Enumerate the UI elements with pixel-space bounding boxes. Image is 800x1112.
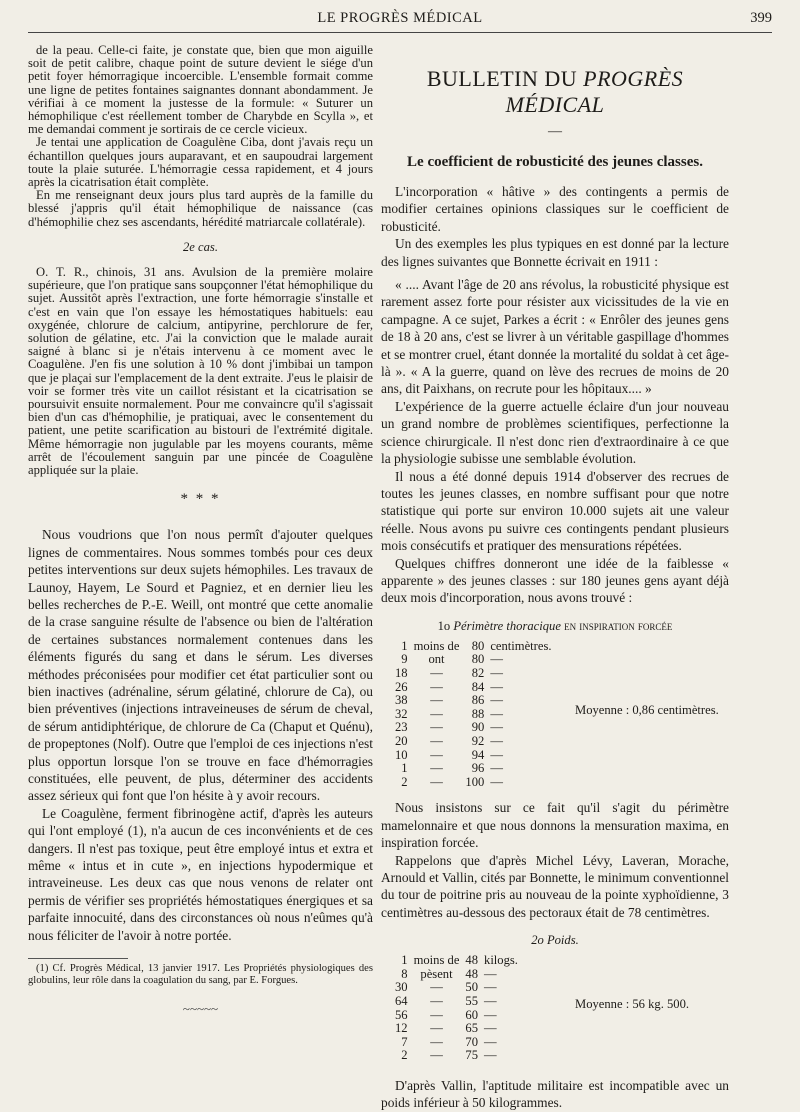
table-cell: 84 [471,679,485,694]
table-cell: — [490,693,503,708]
table-label-rest: en inspiration forcée [560,618,673,633]
table-cell: — [430,774,443,789]
table-cell: 86 [471,693,485,708]
table-cell: — [484,980,497,995]
journal-title: LE PROGRÈS MÉDICAL [317,10,483,26]
table-row [395,995,524,1009]
table-cell: moins de [413,638,460,653]
paragraph: Quelques chiffres donneront une idée de la faiblesse « apparente » des jeunes classes : sur 180 jeunes gens ayant déjà deux mois d'incorporation, nous avons trouvé : [381,555,729,606]
table-cell: moins de [413,953,460,968]
table-cell: 30 [395,980,408,995]
section-separator: * * * [180,491,221,508]
table-cell: 90 [471,720,485,735]
footnote-rule [28,958,128,959]
table-cell: 64 [395,993,408,1008]
table-cell: 80 [471,652,485,667]
table-cell: — [430,706,443,721]
table-cell: 75 [465,1048,479,1063]
running-header [28,8,772,33]
table-cell: 7 [401,1034,408,1049]
table-label: Périmètre thoracique [453,618,561,633]
table-row [395,954,524,968]
table-cell: 9 [401,652,408,667]
table-cell: 1 [401,761,408,776]
paragraph: Nous insistons sur ce fait qu'il s'agit du périmètre mamelonnaire et que nous donnons la mensuration maxima, en inspiration forcée. [381,800,729,851]
table-cell: — [490,747,503,762]
paragraph: Nous voudrions que l'on nous permît d'ajouter quelques lignes de commentaires. Nous sommes tombés pour ces deux petites interventions sur deux sujets hémophiles. Les travaux de Launoy, Hayem, Le Sourd et Pagniez, et en dernier lieu les belles recherches de P.-E. Weill, ont montré que cette anomalie de la crase sanguine résulte de l'absence ou bien de l'altération de certaines substances normalement contenues dans les éléments figurés du sang et dans le sérum. Les diverses méthodes préconisées pour modifier cet état particulier sont ou bien inactives (adrénaline, sérum gélatiné, chlorure de Ca), ou bien préventives (injections intraveineuses de sérum de cheval, de sérum antidiphtérique, de chlorure de Ca (Chaput et Quénu), de propeptones (Nolf). Outre que l'emploi de ces injections n'est plus opportun lorsque l'on se trouve en face d'hémorragies constituées, elle peuvent, de plus, déterminer des accidents assez sérieux qui font que l'on hésite à y avoir recours. [28,527,373,804]
chest-measure-table [395,640,729,790]
table-row [395,640,558,654]
table-cell: kilogs. [484,953,518,968]
case-one-conclusion [28,44,373,477]
table-cell: — [484,966,497,981]
table-row [395,708,558,722]
table-cell: 12 [395,1021,408,1036]
article-title: Le coefficient de robusticité des jeunes classes. [407,154,703,170]
page-number: 399 [750,10,772,26]
table-cell: 94 [471,747,485,762]
table-cell: 20 [395,733,408,748]
table-cell: — [430,993,443,1008]
table-cell: — [490,706,503,721]
end-ornament: ~~~~~ [182,1001,219,1017]
table-cell: — [490,720,503,735]
table-cell: — [430,720,443,735]
table-cell: 96 [471,761,485,776]
paragraph: Il nous a été donné depuis 1914 d'observer des recrues de toutes les jeunes classes, en nombre suffisant pour que notre statistique qui porte sur environ 10.000 sujets ait une valeur réelle. Nous avons pu suivre ces contingents pendant plusieurs mois consécutifs et pratiquer des mensurations répétées. [381,468,729,554]
table-cell: 38 [395,693,408,708]
table-cell: 88 [471,706,485,721]
bulletin-heading [381,66,729,118]
table-cell: 82 [471,665,485,680]
table-cell: 50 [465,980,479,995]
table-cell: 8 [401,966,408,981]
table-cell: — [430,665,443,680]
table-cell: 48 [465,953,479,968]
table-title: 2o Poids. [531,933,579,948]
table-row [395,1036,524,1050]
table-cell: — [430,747,443,762]
paragraph: D'après Vallin, l'aptitude militaire est incompatible avec un poids inférieur à 50 kilogrammes. [381,1077,729,1111]
table-row [395,653,558,667]
table-row [395,694,558,708]
commentary [28,526,373,944]
right-column [381,44,729,1112]
table-row [395,667,558,681]
table-row [395,776,558,790]
table-cell: 70 [465,1034,479,1049]
article-body-continued [381,799,729,921]
paragraph: O. T. R., chinois, 31 ans. Avulsion de la première molaire supérieure, que l'on pratique sans soupçonner l'état hémophilique du sujet. Aussitôt après l'extraction, une forte hémorragie s'installe et c'est en vain que l'on essaye les hémostatiques habituels: eau oxygénée, chlorure de calcium, antipyrine, perchlorure de fer, solution de gélatine, etc. J'ai la conviction que le malade aurait saigné à blanc si je n'étais intervenu à ce moment avec le Coagulène. J'en fis une solution à 10 % dont j'imbibai un tampon que je plaçai sur l'emplacement de la dent extraite. J'eus le plaisir de voir se former très vite un caillot résistant et la cicatrisation se poursuivit ensuite normalement. Pour me convaincre qu'il s'agissait bien d'un cas d'hémophilie, je pratiquai, avec le consentement du patient, une petite scarification au bistouri de l'extrémité digitale. Même hémorragie non jugulable par les moyens courants, même arrêt de l'écoulement sanguin par une pincée de Coagulène appliquée sur la plaie. [28,265,373,478]
table-cell: 23 [395,720,408,735]
table-row [395,681,558,695]
table-number: 1o [437,618,454,633]
table-row [395,721,558,735]
table-cell: — [484,1007,497,1022]
heading-dash: — [548,124,562,139]
table-cell: — [490,761,503,776]
bulletin-title: PROGRÈS MÉDICAL [505,66,684,117]
table-cell: — [490,679,503,694]
table-cell: — [484,1048,497,1063]
closing-paragraph-block [381,1077,729,1112]
table-cell: — [430,980,443,995]
paragraph: Le Coagulène, ferment fibrinogène actif, d'après les auteurs qui l'ont employé (1), n'a aucun de ces inconvénients et de ces dangers. Il n'est pas toxique, peut être employé intus et extra et même « intus et in cute », en injections hypodermique et intraveineuse. Les deux cas que nous venons de relater ont permis de vérifier ses propriétés hémostatiques énergiques et sa parfaite innocuité, dans des circonstances où nous n'eûmes qu'à nous féliciter de l'avoir à notre portée. [28,805,373,943]
table-cell: — [490,652,503,667]
table-cell: — [430,733,443,748]
left-column [28,44,373,1017]
table-row [395,981,524,995]
table-cell: — [430,1034,443,1049]
table-cell: 100 [465,774,485,789]
table-cell: 80 [471,638,485,653]
table-cell: 1 [401,953,408,968]
table-cell: 1 [401,638,408,653]
table-cell: 48 [465,966,479,981]
table-row [395,1022,524,1036]
paragraph: Rappelons que d'après Michel Lévy, Laveran, Morache, Arnould et Vallin, cités par Bonnette, le minimum conventionnel du tour de poitrine pris au nouveau de la pointe xyphoïdienne, 3 centimètres au-dessous des pectoraux était de 78 centimètres. [381,852,729,920]
table-title [381,619,729,634]
table-cell: 10 [395,747,408,762]
table-cell: 60 [465,1007,479,1022]
paragraph: L'expérience de la guerre actuelle éclaire d'un jour nouveau un grand nombre de problèmes scientifiques, perfectionne la science chirurgicale. Il n'est donc rien d'extraordinaire à ce que la physiologie subisse une semblable évolution. [381,398,729,467]
mean-value: Moyenne : 0,86 centimètres. [575,702,719,717]
table-cell: ont [428,652,445,667]
table-row [395,968,524,982]
paragraph: « .... Avant l'âge de 20 ans révolus, la robusticité physique est rarement assez forte pour résister aux vicissitudes de la vie en campagne. A ce sujet, Parkes a écrit : « Enrôler des jeunes gens de 18 à 20 ans, c'est se livrer à un véritable gaspillage d'hommes et se montrer cruel, étant donnée la mortalité du soldat à cet âge-là ». « A la guerre, quand on lève des recrues de moins de 20 ans, dit Paixhans, on recrute pour les hôpitaux.... » [381,277,729,397]
weight-table [395,954,729,1063]
paragraph: L'incorporation « hâtive » des contingents a permis de modifier certaines opinions classiques sur le coefficient de robusticité. [381,184,729,234]
mean-value: Moyenne : 56 kg. 500. [575,997,690,1012]
table-cell: 65 [465,1021,479,1036]
paragraph: En me renseignant deux jours plus tard auprès de la famille du blessé j'appris qu'il était hémophilique de naissance (cas d'hémophilie chez ses ascendants, hérédité matriarcale collatérale). [28,188,373,229]
table-cell: — [430,761,443,776]
table-cell: 92 [471,733,485,748]
table-cell: — [430,693,443,708]
table-cell: pèsent [420,966,453,981]
paragraph: de la peau. Celle-ci faite, je constate que, bien que mon aiguille soit de petit calibre, chaque point de suture devient le siége d'un petit foyer hémorragique incoercible. L'ensemble formait comme une ligne de petites fontaines saignantes donnant abondamment. Je vérifiai à ce moment la justesse de la formule: « Suturer un hémophilique c'est réellement tomber de Charybde en Scylla », et me demandai comment je sortirais de ce cercle vicieux. [28,43,373,137]
table-row [395,735,558,749]
table-row [395,749,558,763]
table-cell: — [484,1034,497,1049]
footnote: (1) Cf. Progrès Médical, 13 janvier 1917. Les Propriétés physiologiques des globulins, leur rôle dans la coagulation du sang, par E. Forgues. [28,963,373,987]
table-row [395,1009,524,1023]
case-heading: 2e cas. [183,239,218,254]
table-cell: 56 [395,1007,408,1022]
article-body [381,183,729,607]
table-row [395,762,558,776]
bulletin-prefix: BULLETIN DU [426,66,584,91]
table-cell: 55 [465,993,479,1008]
table-cell: 32 [395,706,408,721]
table-cell: centimètres. [490,638,552,653]
table-cell: — [430,1048,443,1063]
table-cell: — [484,1021,497,1036]
table-cell: — [430,679,443,694]
table-cell: — [430,1007,443,1022]
table-cell: — [430,1021,443,1036]
paragraph: Je tentai une application de Coagulène Ciba, dont j'avais reçu un échantillon quelques jours auparavant, et en saupoudrai largement toute la plaie suturée. L'hémorragie cessa rapidement, et 4 jours après la cicatrisation était complète. [28,135,373,190]
paragraph: Un des exemples les plus typiques en est donné par la lecture des lignes suivantes que Bonnette écrivait en 1911 : [381,236,729,269]
table-row [395,1049,524,1063]
table-cell: 2 [401,774,408,789]
table-cell: — [490,733,503,748]
table-cell: — [490,665,503,680]
table-cell: — [490,774,503,789]
table-cell: 2 [401,1048,408,1063]
table-cell: — [484,993,497,1008]
table-cell: 26 [395,679,408,694]
table-cell: 18 [395,665,408,680]
